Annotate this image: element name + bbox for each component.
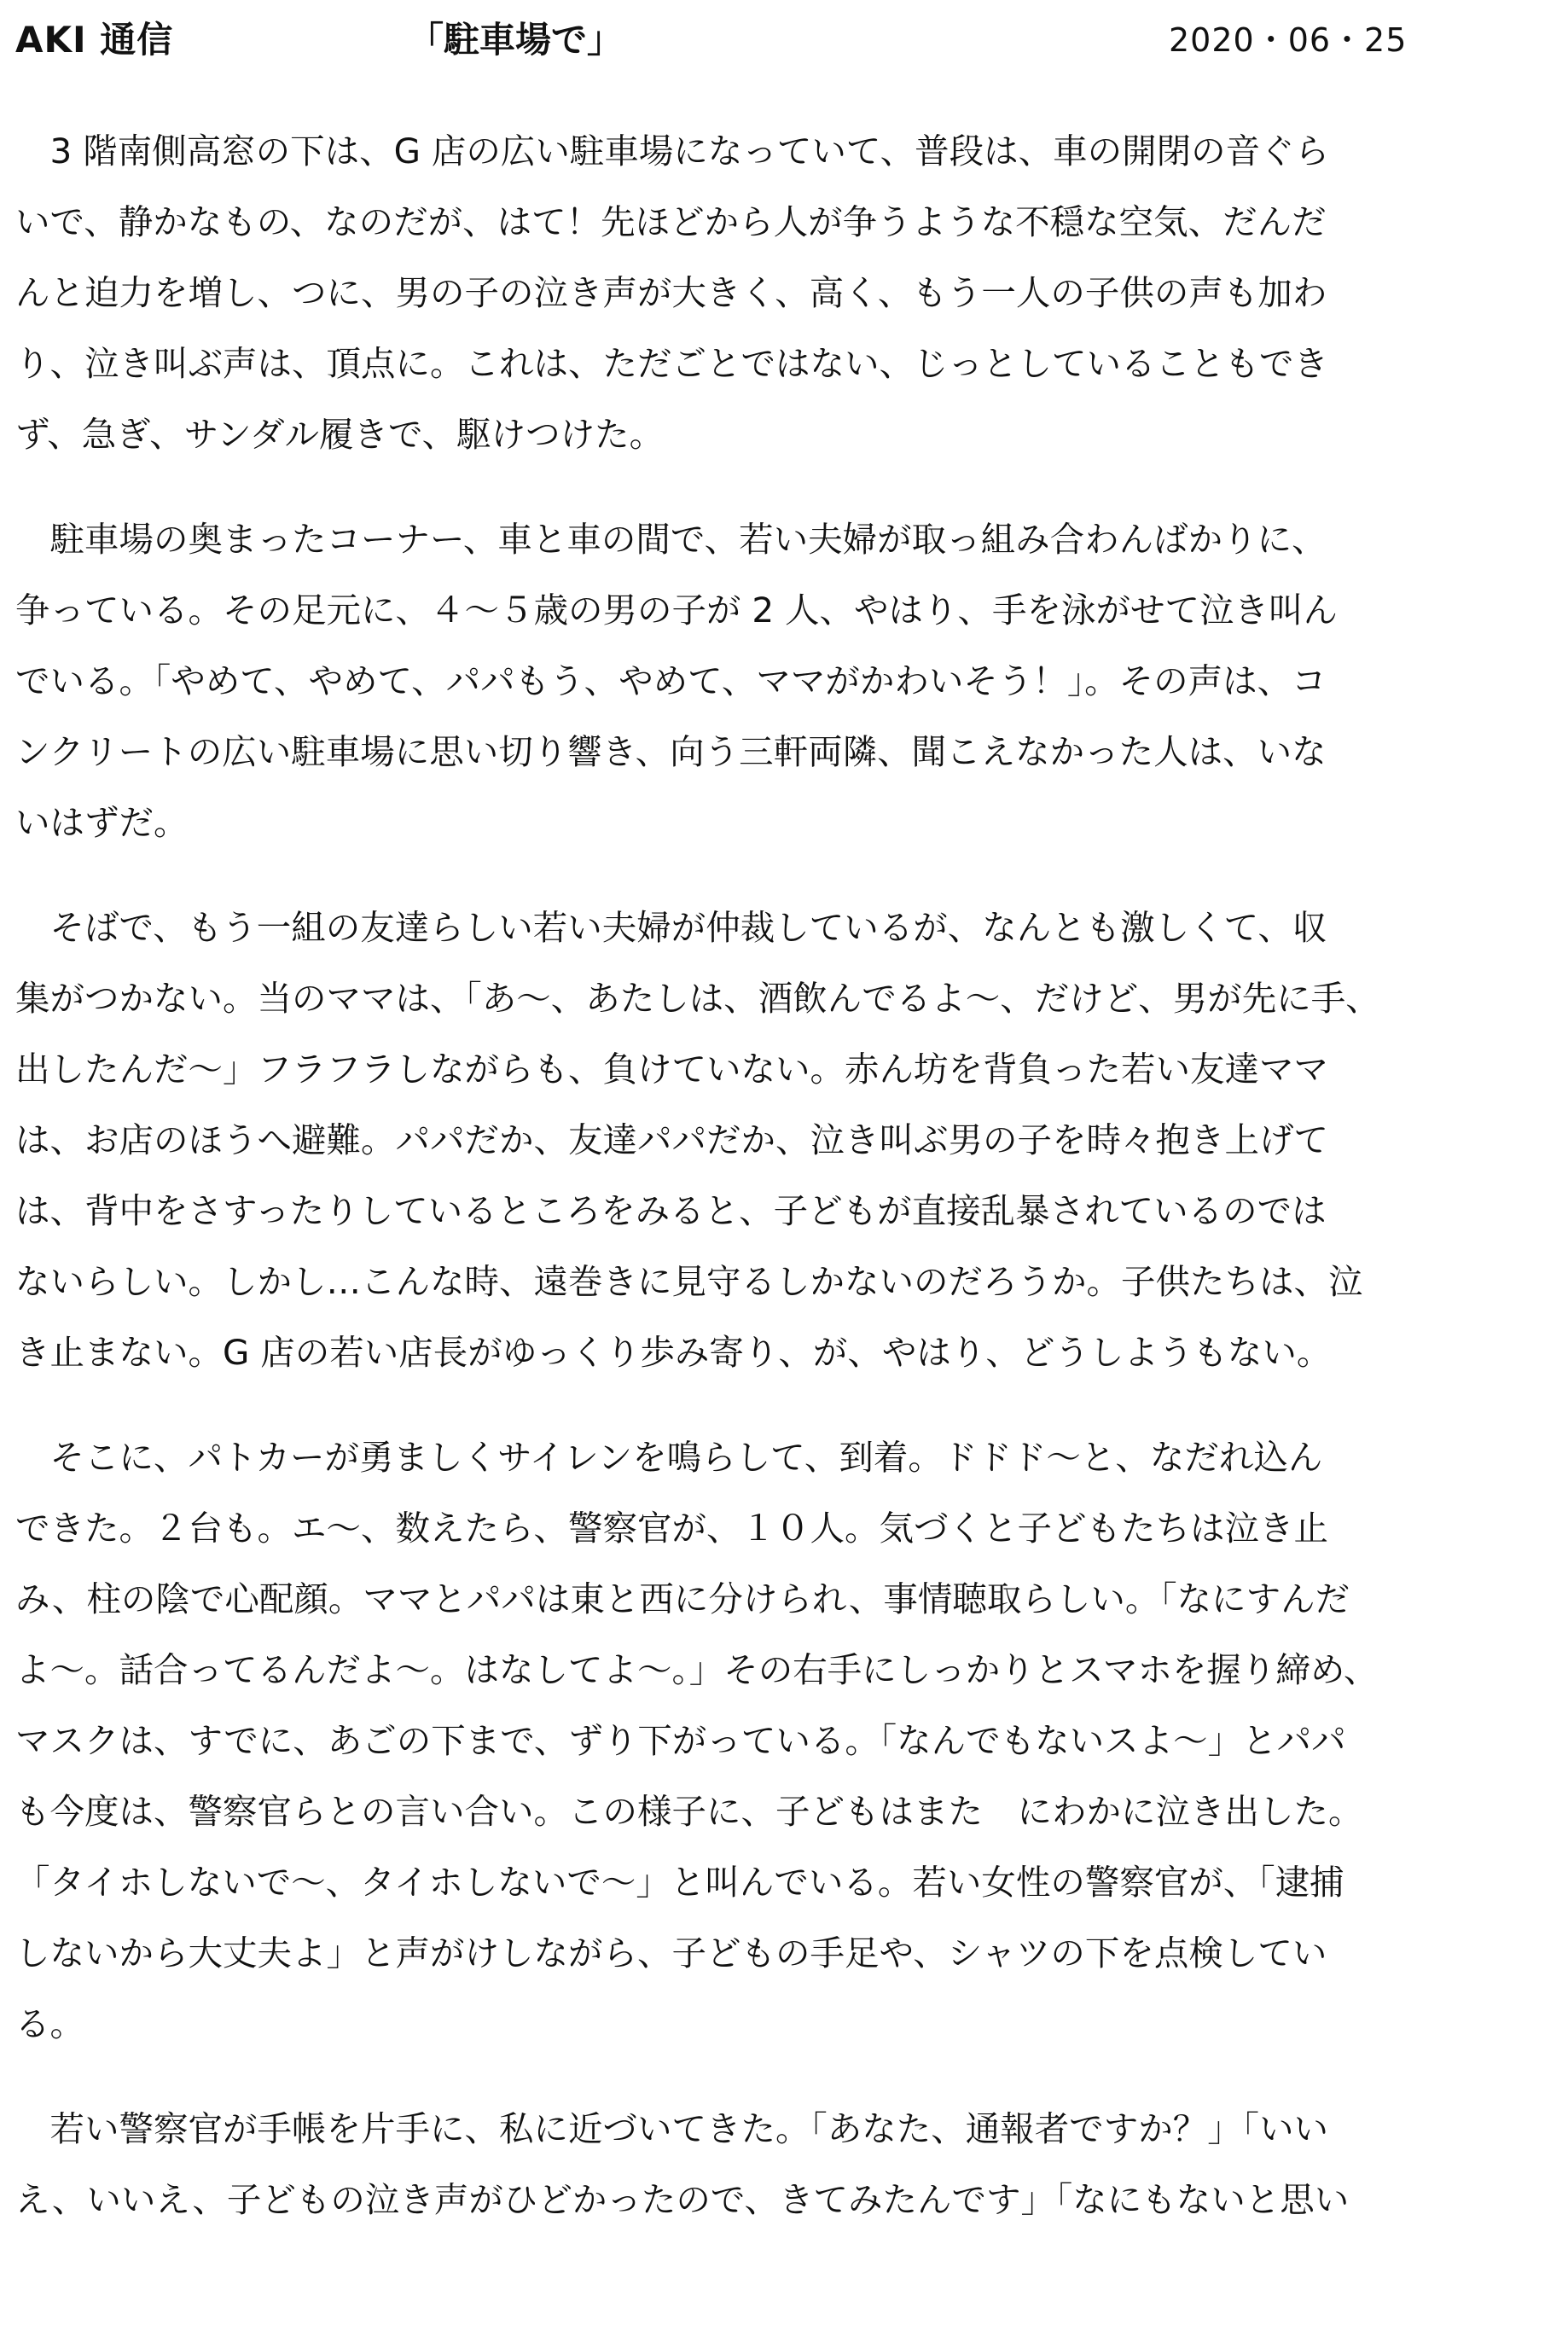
text-line: 3 階南側高窓の下は、G 店の広い駐車場になっていて、普段は、車の開閉の音ぐら: [15, 131, 1330, 171]
text-line: 「タイホしないで～、タイホしないで～」と叫んでいる。若い女性の警察官が、「逮捕: [15, 1862, 1344, 1903]
text-line: いで、静かなもの、なのだが、はて！先ほどから人が争うような不穏な空気、だんだ: [15, 201, 1327, 242]
text-line: 集がつかない。当のママは、「あ～、あたしは、酒飲んでるよ～、だけど、男が先に手、: [15, 978, 1380, 1019]
text-line: マスクは、すでに、あごの下まで、ずり下がっている。「なんでもないスよ～」とパパ: [15, 1720, 1346, 1761]
text-line: る。: [15, 2003, 84, 2044]
newsletter-name: AKI 通信: [15, 19, 174, 61]
text-line: り、泣き叫ぶ声は、頂点に。これは、ただごとではない、じっとしていることもでき: [15, 343, 1328, 384]
paragraph-1: [15, 116, 1551, 470]
text-line: 出したんだ～」フラフラしながらも、負けていない。赤ん坊を背負った若い友達ママ: [15, 1049, 1328, 1090]
text-line: 駐車場の奥まったコーナー、車と車の間で、若い夫婦が取っ組み合わんばかりに、: [15, 519, 1327, 560]
text-line: え、いいえ、子どもの泣き声がひどかったので、きてみたんです」「なにもないと思い: [15, 2179, 1350, 2220]
document-header: [15, 12, 1551, 63]
paragraph-5: [15, 2094, 1551, 2235]
paragraph-4: [15, 1422, 1551, 2060]
paragraph-2: [15, 504, 1551, 858]
text-line: 争っている。その足元に、４～５歳の男の子が 2 人、やはり、手を泳がせて泣き叫ん: [15, 590, 1339, 631]
text-line: よ～。話合ってるんだよ～。はなしてよ～。」その右手にしっかりとスマホを握り締め、: [15, 1649, 1379, 1690]
text-line: そこに、パトカーが勇ましくサイレンを鳴らして、到着。ドドド～と、なだれ込ん: [15, 1437, 1323, 1478]
text-line: ないらしい。しかし…こんな時、遠巻きに見守るしかないのだろうか。子供たちは、泣: [15, 1261, 1363, 1302]
text-line: は、背中をさすったりしているところをみると、子どもが直接乱暴されているのでは: [15, 1190, 1327, 1231]
article-body: [15, 116, 1551, 2270]
text-line: き止まない。G 店の若い店長がゆっくり歩み寄り、が、やはり、どうしようもない。: [15, 1332, 1332, 1373]
text-line: できた。２台も。エ～、数えたら、警察官が、１０人。気づくと子どもたちは泣き止: [15, 1508, 1328, 1549]
text-line: も今度は、警察官らとの言い合い。この様子に、子どもはまた にわかに泣き出した。: [15, 1791, 1363, 1832]
text-line: ず、急ぎ、サンダル履きで、駆けつけた。: [15, 414, 665, 455]
text-line: ンクリートの広い駐車場に思い切り響き、向う三軒両隣、聞こえなかった人は、いな: [15, 731, 1327, 772]
text-line: み、柱の陰で心配顔。ママとパパは東と西に分けられ、事情聴取らしい。「なにすんだ: [15, 1578, 1350, 1619]
text-line: いはずだ。: [15, 802, 189, 843]
publication-date: 2020・06・25: [1169, 21, 1408, 59]
paragraph-3: [15, 892, 1551, 1388]
text-line: は、お店のほうへ避難。パパだか、友達パパだか、泣き叫ぶ男の子を時々抱き上げて: [15, 1119, 1328, 1160]
text-line: 若い警察官が手帳を片手に、私に近づいてきた。「あなた、通報者ですか？」「いい: [15, 2108, 1328, 2149]
text-line: んと迫力を増し、つに、男の子の泣き声が大きく、高く、もう一人の子供の声も加わ: [15, 272, 1327, 313]
text-line: そばで、もう一組の友達らしい若い夫婦が仲裁しているが、なんとも激しくて、収: [15, 907, 1327, 948]
article-title: 「駐車場で」: [408, 19, 624, 61]
text-line: しないから大丈夫よ」と声がけしながら、子どもの手足や、シャツの下を点検してい: [15, 1933, 1327, 1973]
text-line: でいる。「やめて、やめて、パパもう、やめて、ママがかわいそう！」。その声は、コ: [15, 660, 1327, 701]
